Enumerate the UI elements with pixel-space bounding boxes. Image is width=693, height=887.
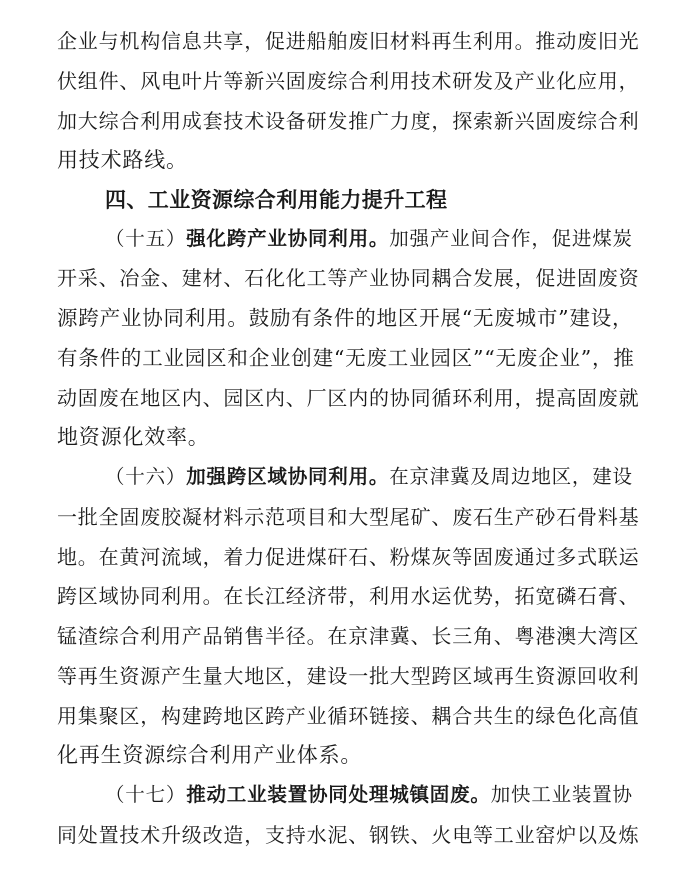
- paragraph-line: 有条件的工业园区和企业创建“无废工业园区”“无废企业”，推: [57, 346, 635, 370]
- paragraph-line: 源跨产业协同利用。鼓励有条件的地区开展“无废城市”建设，: [57, 306, 634, 330]
- item-title: 加强跨区域协同利用。: [186, 465, 390, 488]
- item-text: 加快工业装置协: [490, 783, 633, 806]
- paragraph-line: 开采、冶金、建材、石化化工等产业协同耦合发展，促进固废资: [57, 266, 640, 290]
- item-16-first-line: [105, 457, 643, 497]
- item-15-first-line: [105, 219, 643, 259]
- paragraph-line: 锰渣综合利用产品销售半径。在京津冀、长三角、粤港澳大湾区: [57, 624, 640, 648]
- paragraph-line: 地资源化效率。: [57, 425, 210, 449]
- item-text: 在京津冀及周边地区，建设: [389, 465, 633, 488]
- item-number: （十六）: [105, 465, 187, 488]
- paragraph-line: 一批全固废胶凝材料示范项目和大型尾矿、废石生产砂石骨料基: [57, 505, 640, 529]
- paragraph-line: 地。在黄河流域，着力促进煤矸石、粉煤灰等固废通过多式联运: [57, 545, 640, 569]
- item-17-first-line: [105, 775, 643, 815]
- paragraph-line: 等再生资源产生量大地区，建设一批大型跨区域再生资源回收利: [57, 664, 640, 688]
- paragraph-line: 加大综合利用成套技术设备研发推广力度，探索新兴固废综合利: [57, 109, 640, 133]
- item-title: 推动工业装置协同处理城镇固废。: [186, 783, 491, 806]
- paragraph-line: 化再生资源综合利用产业体系。: [57, 743, 363, 767]
- item-number: （十五）: [105, 227, 187, 250]
- paragraph-line: 伏组件、风电叶片等新兴固废综合利用技术研发及产业化应用，: [57, 69, 640, 93]
- item-title: 强化跨产业协同利用。: [186, 227, 390, 250]
- item-text: 加强产业间合作，促进煤炭: [389, 227, 633, 250]
- paragraph-line: 动固废在地区内、园区内、厂区内的协同循环利用，提高固废就: [57, 386, 640, 410]
- paragraph-line: 同处置技术升级改造，支持水泥、钢铁、火电等工业窑炉以及炼: [57, 823, 640, 847]
- paragraph-line: 用集聚区，构建跨地区跨产业循环链接、耦合共生的绿色化高值: [57, 704, 640, 728]
- paragraph-line: 企业与机构信息共享，促进船舶废旧材料再生利用。推动废旧光: [57, 29, 640, 53]
- paragraph-line: 用技术路线。: [57, 148, 188, 172]
- item-number: （十七）: [105, 783, 187, 806]
- paragraph-line: 跨区域协同利用。在长江经济带，利用水运优势，拓宽磷石膏、: [57, 584, 640, 608]
- section-heading: 四、工业资源综合利用能力提升工程: [105, 188, 448, 212]
